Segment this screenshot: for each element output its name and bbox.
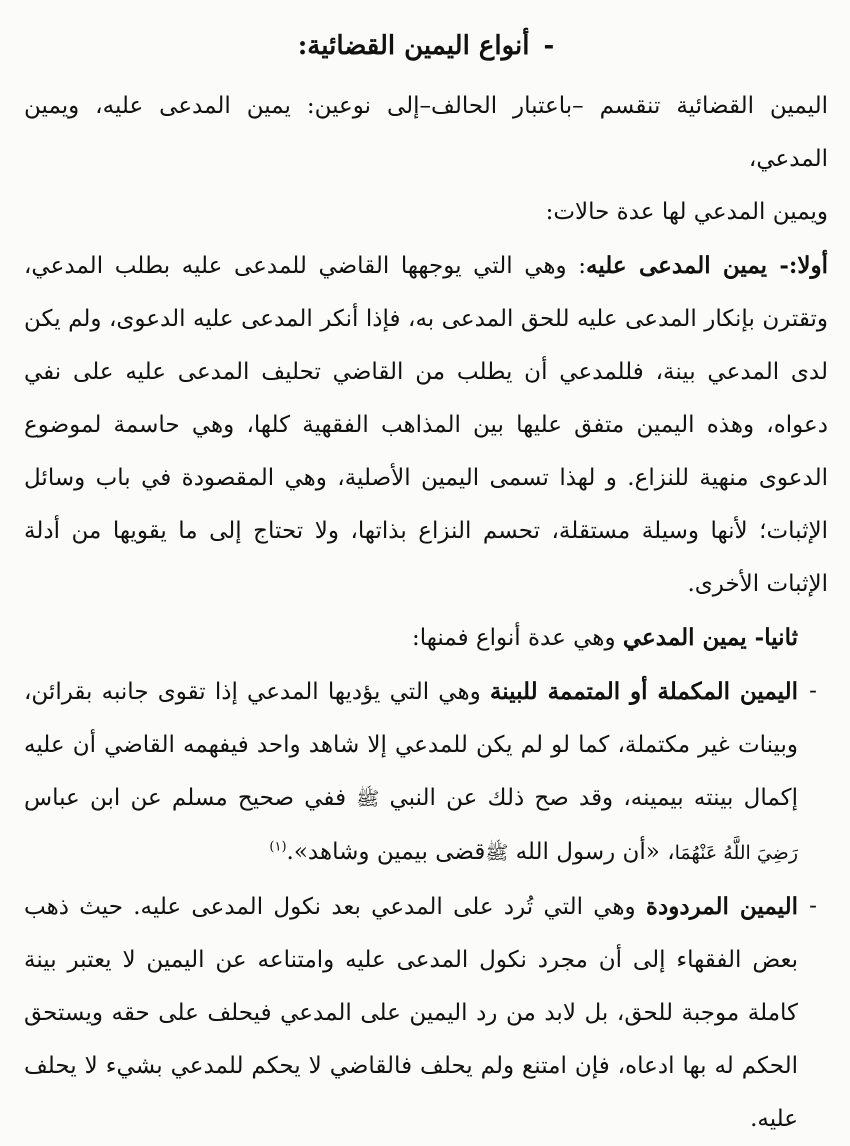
first-lead: أولا:- يمين المدعى عليه <box>586 252 829 279</box>
bullet2-text: وهي التي تُرد على المدعي بعد نكول المدعى عليه. حيث ذهب بعض الفقهاء إلى أن مجرد نكول المدعى عليه وامتناعه عن اليمين لا يعتبر بينة كاملة موجبة للحق، بل لابد من رد اليمين على المدعي فيحلف على حقه ويستحق الحكم له بها ادعاه، فإن امتنع ولم يحلف فالقاضي لا يحكم للمدعي بشيء لا يحلف عليه. <box>24 894 798 1132</box>
section-heading <box>24 26 828 66</box>
footnote-ref[interactable]: (١) <box>269 839 287 855</box>
second-text: وهي عدة أنواع فمنها: <box>411 625 623 651</box>
first-text: : وهي التي يوجهها القاضي للمدعى عليه بطلب المدعي، وتقترن بإنكار المدعى عليه للحق المدعى به، فإذا أنكر المدعى عليه الدعوى، ولم يكن لدى المدعي بينة، فللمدعي أن يطلب من القاضي تحليف المدعى عليه على نفي دعواه، وهذه اليمين متفق عليها بين المذاهب الفقهية كلها، وهي حاسمة لموضوع الدعوى منهية للنزاع. و لهذا تسمى اليمين الأصلية، وهي المقصودة في باب وسائل الإثبات؛ لأنها وسيلة مستقلة، تحسم النزاع بذاتها، ولا تحتاج إلى ما يقويها من أدلة الإثبات الأخرى. <box>24 253 828 597</box>
paragraph-second <box>24 611 828 665</box>
bullet-body <box>24 665 798 880</box>
intro-line-2: ويمين المدعي لها عدة حالات: <box>545 199 828 225</box>
bullet-body <box>24 880 798 1146</box>
bullet1-text-4: قضى بيمين وشاهد». <box>286 839 486 865</box>
paragraph-first <box>24 239 828 611</box>
bullet1-text-1: وهي التي يؤديها المدعي إذا تقوى جانبه بقرائن، وبينات غير مكتملة، كما لو لم يكن للمدعي إلا شاهد واحد فيفهمه القاضي أن عليه إكمال بينته بيمينه، وقد صح ذلك عن النبي <box>24 679 798 811</box>
bullet2-lead: اليمين المردودة <box>645 893 798 920</box>
list-item <box>24 665 828 880</box>
salawat-symbol: ﷺ <box>356 788 380 810</box>
bullet1-lead: اليمين المكملة أو المتممة للبينة <box>489 678 798 705</box>
list-item <box>24 880 828 1146</box>
intro-line-1: اليمين القضائية تنقسم –باعتبار الحالف–إلى نوعين: يمين المدعى عليه، ويمين المدعي، <box>24 93 828 172</box>
radiya-symbol: رَضِيَ اللَّهُ عَنْهُمَا <box>674 842 798 864</box>
bullet1-text-2: ففي صحيح مسلم عن ابن عباس <box>24 785 357 811</box>
second-lead: ثانيا- يمين المدعي <box>622 624 798 651</box>
bullet1-text-3: ، «أن رسول الله <box>508 839 675 865</box>
bullet-dash: - <box>809 678 817 704</box>
heading-title: أنواع اليمين القضائية: <box>297 31 530 61</box>
bullet-dash: - <box>809 893 817 919</box>
salawat-symbol-2: ﷺ <box>485 842 509 864</box>
heading-dash: - <box>543 31 555 61</box>
